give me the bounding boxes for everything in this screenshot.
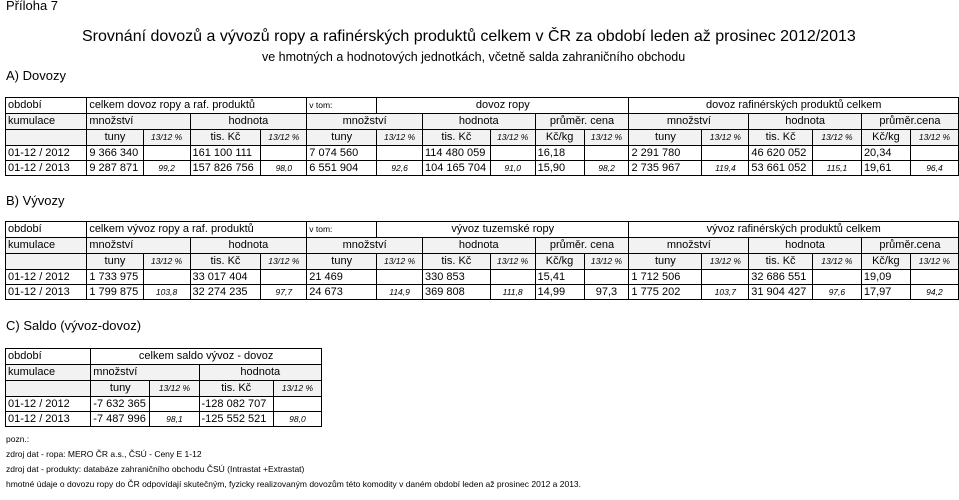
pct-cell — [812, 270, 861, 285]
section-b-label: B) Vývozy — [6, 193, 65, 208]
pct-cell — [490, 270, 535, 285]
section-a-label: A) Dovozy — [6, 68, 66, 83]
unit-cell: tis. Kč — [190, 130, 261, 146]
unit-cell: Kč/kg — [861, 130, 910, 146]
value-cell: 53 661 052 — [749, 161, 813, 176]
header-row-1 — [6, 98, 959, 114]
period-cell: 01-12 / 2012 — [6, 146, 87, 161]
value-cell: 1 733 975 — [87, 270, 143, 285]
value-cell: 17,97 — [861, 285, 910, 300]
header-row-2 — [6, 365, 322, 381]
pct-cell — [150, 397, 199, 412]
value-cell: 330 853 — [422, 270, 490, 285]
value-cell: 7 074 560 — [307, 146, 377, 161]
pct-cell — [273, 397, 321, 412]
period-cell: 01-12 / 2013 — [6, 285, 87, 300]
pct-cell: 97,3 — [584, 285, 629, 300]
unit-cell: 13/12 % — [377, 130, 423, 146]
table-row — [6, 412, 322, 427]
note-line: zdroj dat - ropa: MERO ČR a.s., ČSÚ - Ceny E 1-12 — [6, 449, 202, 459]
period-header: období — [6, 222, 87, 238]
value-cell: 32 274 235 — [190, 285, 261, 300]
group-header-1: dovoz ropy — [377, 98, 629, 114]
value-cell: 6 551 904 — [307, 161, 377, 176]
period-cell: 01-12 / 2013 — [6, 412, 91, 427]
blank-cell — [6, 381, 91, 397]
value-cell: -128 082 707 — [199, 397, 273, 412]
value-cell: 114 480 059 — [422, 146, 490, 161]
note-line: hmotné údaje o dovozu ropy do ČR odpovídají skutečným, fyzicky realizovaným dovozům této komodity v daném období leden až prosinec 2012 a 2013. — [6, 479, 582, 489]
pct-cell — [584, 146, 629, 161]
period-cell: 01-12 / 2012 — [6, 397, 91, 412]
value-cell: -7 487 996 — [91, 412, 150, 427]
note-heading: pozn.: — [6, 434, 30, 444]
pct-cell: 94,2 — [910, 285, 958, 300]
value-cell: 157 826 756 — [190, 161, 261, 176]
balance-table — [5, 348, 322, 427]
unit-cell: tuny — [87, 254, 143, 270]
pct-cell: 97,6 — [812, 285, 861, 300]
unit-cell: 13/12 % — [261, 254, 307, 270]
pct-cell — [490, 146, 535, 161]
avg-price-header: průměr. cena — [535, 238, 629, 254]
blank-cell — [6, 130, 87, 146]
value-cell: 15,90 — [535, 161, 584, 176]
unit-cell: 13/12 % — [584, 254, 629, 270]
quantity-header: množství — [307, 114, 423, 130]
unit-cell: 13/12 % — [261, 130, 307, 146]
period-cell: 01-12 / 2013 — [6, 161, 87, 176]
value-cell: 2 735 967 — [629, 161, 702, 176]
value-cell: 2 291 780 — [629, 146, 702, 161]
vtom-label: v tom: — [307, 98, 377, 114]
section-c-label: C) Saldo (vývoz-dovoz) — [6, 318, 142, 333]
pct-cell — [910, 270, 958, 285]
unit-cell: 13/12 % — [910, 130, 958, 146]
quantity-header: množství — [87, 114, 190, 130]
header-row-2 — [6, 114, 959, 130]
table-row — [6, 161, 959, 176]
unit-cell: Kč/kg — [535, 254, 584, 270]
pct-cell: 98,0 — [261, 161, 307, 176]
value-cell: -125 552 521 — [199, 412, 273, 427]
value-cell: 24 673 — [307, 285, 377, 300]
value-cell: 9 287 871 — [87, 161, 143, 176]
header-row-2 — [6, 238, 959, 254]
pct-cell — [143, 146, 190, 161]
blank-cell — [6, 254, 87, 270]
unit-cell: 13/12 % — [490, 254, 535, 270]
value-cell: 14,99 — [535, 285, 584, 300]
pct-cell: 103,7 — [702, 285, 749, 300]
value-header: hodnota — [749, 238, 862, 254]
value-cell: 104 165 704 — [422, 161, 490, 176]
unit-cell: tuny — [91, 381, 150, 397]
group-header-1: vývoz tuzemské ropy — [377, 222, 629, 238]
pct-cell: 99,2 — [143, 161, 190, 176]
imports-table — [5, 97, 959, 176]
table-row — [6, 397, 322, 412]
pct-cell — [377, 146, 423, 161]
unit-cell: 13/12 % — [143, 130, 190, 146]
unit-cell: tuny — [87, 130, 143, 146]
unit-cell: 13/12 % — [910, 254, 958, 270]
unit-cell: 13/12 % — [150, 381, 199, 397]
value-cell: 32 686 551 — [749, 270, 813, 285]
table-row — [6, 285, 959, 300]
value-header: hodnota — [190, 114, 307, 130]
unit-cell: 13/12 % — [143, 254, 190, 270]
value-cell: 31 904 427 — [749, 285, 813, 300]
quantity-header: množství — [307, 238, 423, 254]
total-header: celkem saldo vývoz - dovoz — [91, 349, 322, 365]
pct-cell — [377, 270, 423, 285]
pct-cell — [702, 270, 749, 285]
unit-cell: tis. Kč — [199, 381, 273, 397]
avg-price-header: průměr. cena — [535, 114, 629, 130]
unit-cell: tuny — [629, 254, 702, 270]
exports-table — [5, 221, 959, 300]
unit-row — [6, 130, 959, 146]
value-cell: 19,09 — [861, 270, 910, 285]
unit-cell: 13/12 % — [702, 130, 749, 146]
unit-cell: tis. Kč — [190, 254, 261, 270]
unit-cell: tis. Kč — [749, 254, 813, 270]
total-header: celkem dovoz ropy a raf. produktů — [87, 98, 307, 114]
period-header: období — [6, 98, 87, 114]
unit-cell: 13/12 % — [812, 254, 861, 270]
value-cell: 1 775 202 — [629, 285, 702, 300]
pct-cell: 111,8 — [490, 285, 535, 300]
value-header: hodnota — [422, 114, 535, 130]
value-cell: 369 808 — [422, 285, 490, 300]
value-cell: 21 469 — [307, 270, 377, 285]
pct-cell: 97,7 — [261, 285, 307, 300]
value-header: hodnota — [749, 114, 862, 130]
quantity-header: množství — [629, 114, 749, 130]
unit-cell: 13/12 % — [377, 254, 423, 270]
kumulace-header: kumulace — [6, 114, 87, 130]
quantity-header: množství — [91, 365, 199, 381]
pct-cell: 92,6 — [377, 161, 423, 176]
value-cell: 33 017 404 — [190, 270, 261, 285]
pct-cell — [812, 146, 861, 161]
pct-cell: 103,8 — [143, 285, 190, 300]
pct-cell — [702, 146, 749, 161]
value-cell: 20,34 — [861, 146, 910, 161]
kumulace-header: kumulace — [6, 365, 91, 381]
pct-cell — [143, 270, 190, 285]
avg-price-header: průměr.cena — [861, 114, 958, 130]
header-row-1 — [6, 222, 959, 238]
period-cell: 01-12 / 2012 — [6, 270, 87, 285]
unit-cell: tuny — [307, 254, 377, 270]
unit-cell: tuny — [307, 130, 377, 146]
pct-cell: 98,0 — [273, 412, 321, 427]
unit-cell: Kč/kg — [861, 254, 910, 270]
unit-cell: tis. Kč — [422, 130, 490, 146]
pct-cell: 98,2 — [584, 161, 629, 176]
pct-cell: 114,9 — [377, 285, 423, 300]
table-row — [6, 270, 959, 285]
value-header: hodnota — [422, 238, 535, 254]
unit-cell: 13/12 % — [273, 381, 321, 397]
avg-price-header: průměr.cena — [861, 238, 958, 254]
table-row — [6, 146, 959, 161]
value-cell: 161 100 111 — [190, 146, 261, 161]
pct-cell: 98,1 — [150, 412, 199, 427]
total-header: celkem vývoz ropy a raf. produktů — [87, 222, 307, 238]
value-cell: 16,18 — [535, 146, 584, 161]
appendix-label: Příloha 7 — [6, 0, 59, 13]
value-cell: 15,41 — [535, 270, 584, 285]
vtom-label: v tom: — [307, 222, 377, 238]
unit-cell: tis. Kč — [422, 254, 490, 270]
page-subtitle: ve hmotných a hodnotových jednotkách, včetně salda zahraničního obchodu — [262, 50, 686, 64]
pct-cell: 119,4 — [702, 161, 749, 176]
value-cell: 1 712 506 — [629, 270, 702, 285]
unit-cell: 13/12 % — [490, 130, 535, 146]
unit-cell: Kč/kg — [535, 130, 584, 146]
quantity-header: množství — [87, 238, 190, 254]
page-title: Srovnání dovozů a vývozů ropy a rafinérských produktů celkem v ČR za období leden až prosinec 2012/2013 — [82, 28, 856, 45]
group-header-2: dovoz rafinérských produktů celkem — [629, 98, 959, 114]
value-cell: 1 799 875 — [87, 285, 143, 300]
pct-cell: 96,4 — [910, 161, 958, 176]
value-cell: -7 632 365 — [91, 397, 150, 412]
unit-row — [6, 254, 959, 270]
unit-cell: 13/12 % — [702, 254, 749, 270]
kumulace-header: kumulace — [6, 238, 87, 254]
value-cell: 46 620 052 — [749, 146, 813, 161]
period-header: období — [6, 349, 91, 365]
value-cell: 9 366 340 — [87, 146, 143, 161]
pct-cell — [261, 270, 307, 285]
notes — [6, 432, 581, 492]
value-cell: 19,61 — [861, 161, 910, 176]
pct-cell: 91,0 — [490, 161, 535, 176]
pct-cell: 115,1 — [812, 161, 861, 176]
group-header-2: vývoz rafinérských produktů celkem — [629, 222, 959, 238]
header-row-1 — [6, 349, 322, 365]
unit-cell: 13/12 % — [584, 130, 629, 146]
unit-cell: 13/12 % — [812, 130, 861, 146]
unit-cell: tis. Kč — [749, 130, 813, 146]
pct-cell — [584, 270, 629, 285]
quantity-header: množství — [629, 238, 749, 254]
pct-cell — [261, 146, 307, 161]
unit-row — [6, 381, 322, 397]
note-line: zdroj dat - produkty: databáze zahraničního obchodu ČSÚ (Intrastat +Extrastat) — [6, 464, 305, 474]
pct-cell — [910, 146, 958, 161]
value-header: hodnota — [199, 365, 321, 381]
value-header: hodnota — [190, 238, 307, 254]
unit-cell: tuny — [629, 130, 702, 146]
